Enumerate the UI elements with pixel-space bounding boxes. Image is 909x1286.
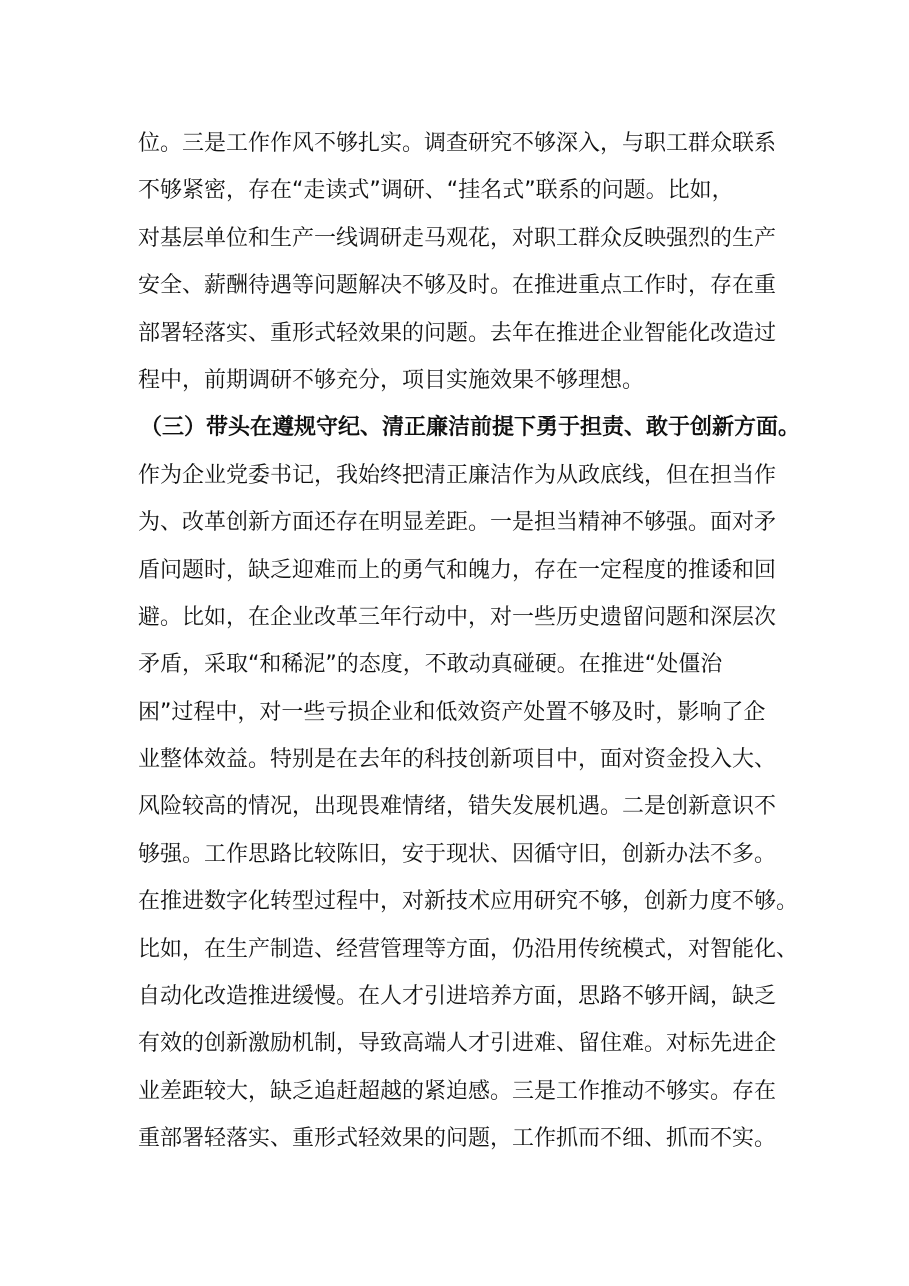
- text-line: 程中，前期调研不够充分，项目实施效果不够理想。: [138, 367, 645, 393]
- text-line: 比如，在生产制造、经营管理等方面，仍沿用传统模式，对智能化、: [138, 936, 799, 962]
- text-line: 对基层单位和生产一线调研走马观花，对职工群众反映强烈的生产: [138, 225, 777, 251]
- text-line: 重部署轻落实、重形式轻效果的问题，工作抓而不细、抓而不实。: [138, 1126, 777, 1152]
- text-line: 位。三是工作作风不够扎实。调查研究不够深入，与职工群众联系: [138, 131, 777, 156]
- text-line: 业整体效益。特别是在去年的科技创新项目中，面对资金投入大、: [138, 747, 777, 773]
- text-line: 避。比如，在企业改革三年行动中，对一些历史遗留问题和深层次: [138, 604, 777, 630]
- text-line: 够强。工作思路比较陈旧，安于现状、因循守旧，创新办法不多。: [138, 841, 777, 867]
- text-line: 自动化改造推进缓慢。在人才引进培养方面，思路不够开阔，缺乏: [138, 984, 777, 1010]
- text-line: 安全、薪酬待遇等问题解决不够及时。在推进重点工作时，存在重: [138, 273, 777, 299]
- section-heading: （三）带头在遵规守纪、清正廉洁前提下勇于担责、敢于创新方面。: [140, 415, 801, 441]
- text-line: 有效的创新激励机制，导致高端人才引进难、留住难。对标先进企: [138, 1031, 777, 1057]
- text-line: 部署轻落实、重形式轻效果的问题。去年在推进企业智能化改造过: [138, 320, 777, 346]
- text-line: 困”过程中，对一些亏损企业和低效资产处置不够及时，影响了企: [138, 699, 766, 725]
- text-line: 在推进数字化转型过程中，对新技术应用研究不够，创新力度不够。: [138, 889, 799, 915]
- text-line: 作为企业党委书记，我始终把清正廉洁作为从政底线，但在担当作: [138, 462, 777, 488]
- text-line: 业差距较大，缺乏追赶超越的紧迫感。三是工作推动不够实。存在: [138, 1078, 777, 1104]
- text-line: 盾问题时，缺乏迎难而上的勇气和魄力，存在一定程度的推诿和回: [138, 557, 777, 583]
- text-line: 为、改革创新方面还存在明显差距。一是担当精神不够强。面对矛: [138, 510, 777, 536]
- text-line: 矛盾，采取“和稀泥”的态度，不敢动真碰硬。在推进“处僵治: [138, 652, 723, 678]
- text-line: 风险较高的情况，出现畏难情绪，错失发展机遇。二是创新意识不: [138, 794, 777, 820]
- text-line: 不够紧密，存在“走读式”调研、“挂名式”联系的问题。比如，: [138, 178, 734, 204]
- body-text: [138, 124, 801, 1167]
